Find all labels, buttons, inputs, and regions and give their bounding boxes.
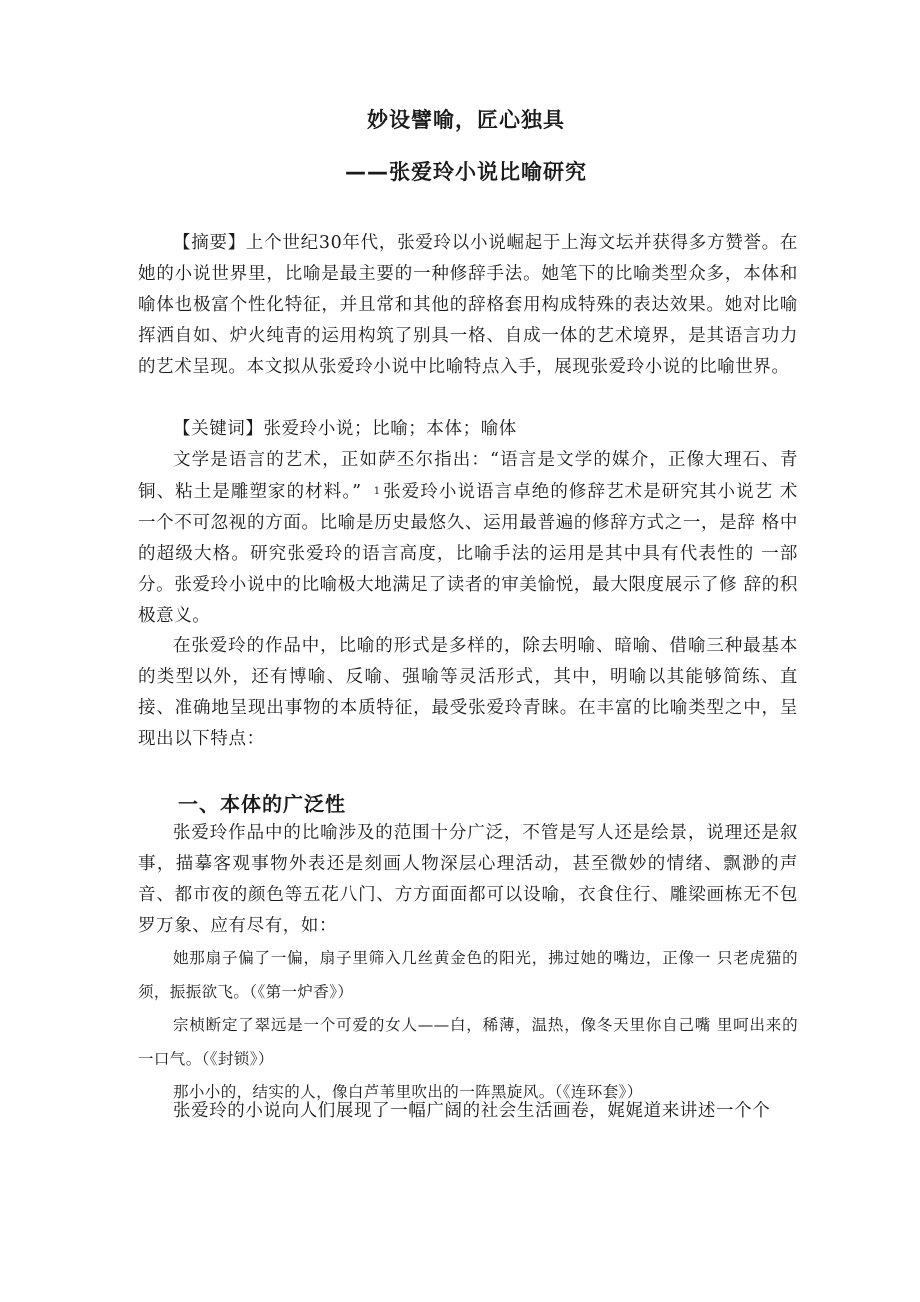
abstract-paragraph	[138, 228, 798, 383]
types-section	[138, 631, 798, 755]
intro-text-after-note: 张爱玲小说语言卓绝的修辞艺术是研究其小说艺 术一个不可忽视的方面。比喻是历史最悠久、运用最普遍的修辞方式之一，是辞 格中的超级大格。研究张爱玲的语言高度，比喻手法的运用是其中具有代表性的 一部分。张爱玲小说中的比喻极大地满足了读者的审美愉悦，最大限度展示了修 辞的积极意义。	[138, 482, 798, 626]
document-title: 妙设譬喻，匠心独具	[367, 108, 565, 132]
section-body	[138, 818, 798, 942]
intro-section	[138, 445, 798, 632]
keywords-label: 【关键词】	[173, 419, 264, 439]
quote-list	[138, 942, 798, 1110]
abstract-label: 【摘要】	[173, 233, 246, 253]
abstract-text: 上个世纪30年代，张爱玲以小说崛起于上海文坛并获得多方赞誉。在她的小说世界里，比喻是最主要的一种修辞手法。她笔下的比喻类型众多，本体和喻体也极富个性化特征，并且常和其他的辞格套用构成特殊的表达效果。她对比喻挥洒自如、炉火纯青的运用构筑了别具一格、自成一体的艺术境界，是其语言功力的艺术呈现。本文拟从张爱玲小说中比喻特点入手，展现张爱玲小说的比喻世界。	[138, 233, 798, 377]
types-paragraph: 在张爱玲的作品中，比喻的形式是多样的，除去明喻、暗喻、借喻三种最基本的类型以外，还有博喻、反喻、强喻等灵活形式，其中，明喻以其能够简练、直接、准确地呈现出事物的本质特征，最受张爱玲青睐。在丰富的比喻类型之中，呈现出以下特点：	[138, 636, 798, 749]
closing-section	[138, 1096, 798, 1127]
quote-item: 宗桢断定了翠远是一个可爱的女人——白，稀薄，温热，像冬天里你自己嘴 里呵出来的一口气。（《封锁》）	[138, 1016, 798, 1068]
closing-paragraph: 张爱玲的小说向人们展现了一幅广阔的社会生活画卷，娓娓道来讲述一个个	[173, 1101, 771, 1121]
section-heading: 一、本体的广泛性	[178, 792, 346, 816]
quote-item: 那小小的，结实的人，像白芦苇里吹出的一阵黑旋风。（《连环套》）	[173, 1083, 643, 1101]
keywords-paragraph	[138, 414, 798, 445]
abstract-section	[138, 228, 798, 383]
intro-paragraph	[138, 445, 798, 632]
keywords-section	[138, 414, 798, 445]
document-subtitle: ——张爱玲小说比喻研究	[345, 160, 587, 184]
footnote-mark: 1	[373, 486, 381, 497]
intro-text-before-note: 文学是语言的艺术，正如萨丕尔指出：“语言是文学的媒介，正像大理石、青铜、粘土是雕塑家的材料。”	[138, 450, 798, 502]
quote-item: 她那扇子偏了一偏，扇子里筛入几丝黄金色的阳光，拂过她的嘴边，正像一 只老虎猫的须，振振欲飞。（《第一炉香》）	[138, 949, 798, 1001]
keywords-text: 张爱玲小说；比喻；本体；喻体	[263, 419, 517, 439]
section-paragraph: 张爱玲作品中的比喻涉及的范围十分广泛，不管是写人还是绘景，说理还是叙事，描摹客观事物外表还是刻画人物深层心理活动，甚至微妙的情绪、飘渺的声音、都市夜的颜色等五花八门、方方面面都可以设喻，衣食住行、雕梁画栋无不包罗万象、应有尽有，如：	[138, 823, 798, 936]
